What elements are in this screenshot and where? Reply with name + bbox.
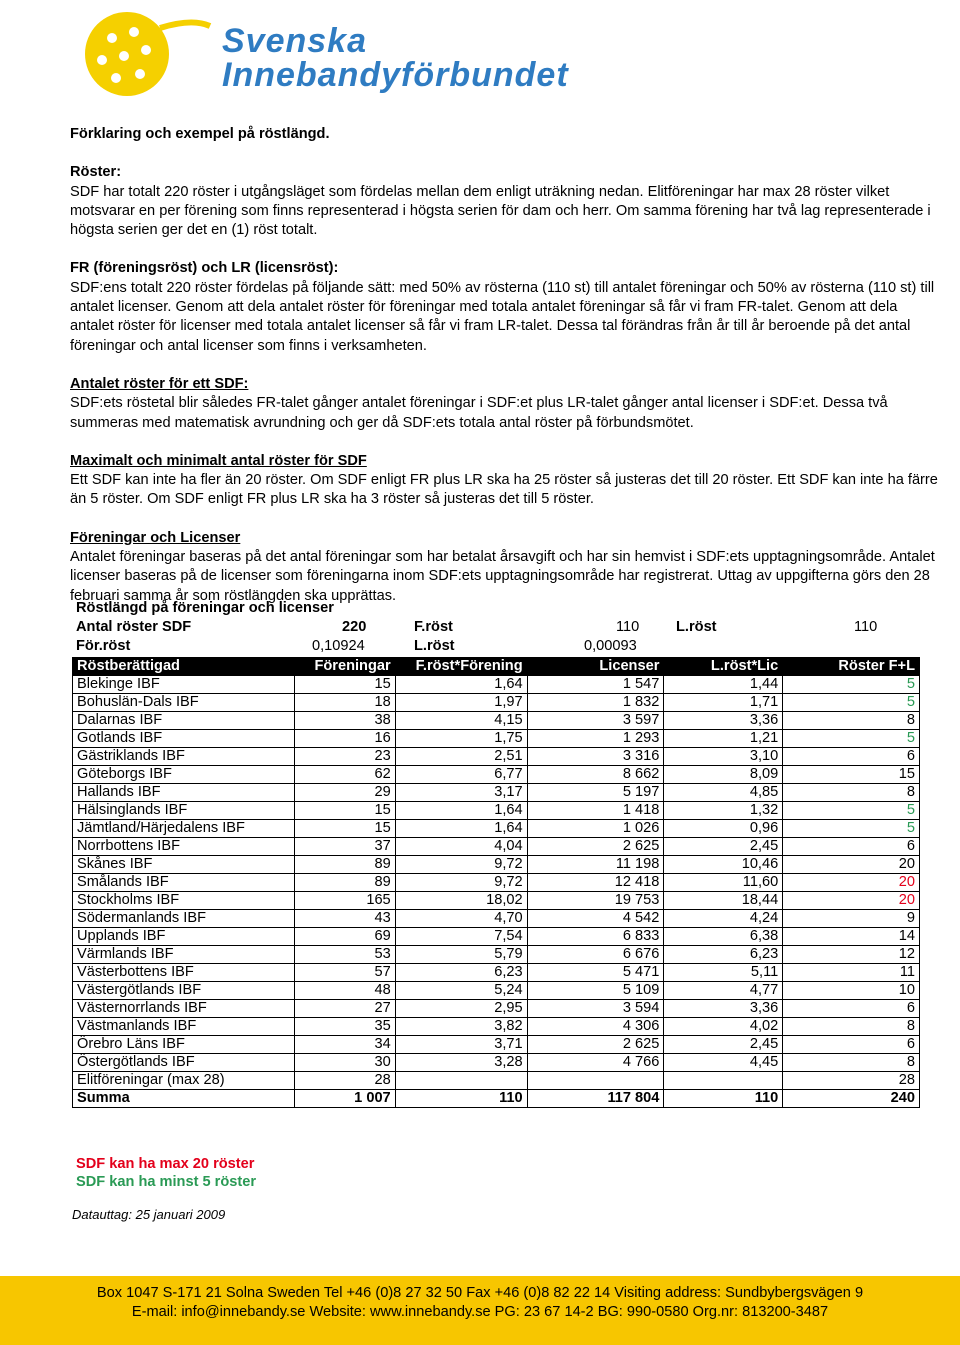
cell-name: Västerbottens IBF — [73, 964, 295, 982]
cell-roster: 8 — [783, 1054, 920, 1072]
logo-line-1: Svenska — [222, 22, 367, 60]
table-header — [73, 658, 920, 676]
rostlangd-table — [72, 657, 920, 1108]
cell-frost-forening: 2,51 — [395, 748, 527, 766]
cell-licenser: 11 198 — [527, 856, 664, 874]
table-row — [73, 676, 920, 694]
table-row — [73, 802, 920, 820]
col-header: Röster F+L — [783, 658, 920, 676]
col-header: Föreningar — [294, 658, 395, 676]
cell-foreningar: 29 — [294, 784, 395, 802]
cell-roster: 5 — [783, 730, 920, 748]
logo — [72, 8, 569, 100]
cell-roster: 5 — [783, 694, 920, 712]
cell-lrost-lic: 3,36 — [664, 1000, 783, 1018]
notes — [76, 1155, 256, 1191]
table-row — [73, 748, 920, 766]
page-title: Förklaring och exempel på röstlängd. — [70, 126, 330, 142]
cell-roster: 5 — [783, 676, 920, 694]
note-min: SDF kan ha minst 5 röster — [76, 1174, 257, 1190]
cell-roster: 6 — [783, 1036, 920, 1054]
table-row — [73, 730, 920, 748]
cell-licenser: 5 471 — [527, 964, 664, 982]
cell-frost-forening: 4,70 — [395, 910, 527, 928]
cell-foreningar: 28 — [294, 1072, 395, 1090]
cell-lrost-lic: 6,23 — [664, 946, 783, 964]
table-row — [73, 1000, 920, 1018]
document-body — [70, 125, 940, 606]
cell-licenser: 2 625 — [527, 838, 664, 856]
cell-licenser: 6 833 — [527, 928, 664, 946]
cell-licenser — [527, 1072, 664, 1090]
cell-lrost-lic: 4,85 — [664, 784, 783, 802]
cell-foreningar: 16 — [294, 730, 395, 748]
cell-lrost-lic: 5,11 — [664, 964, 783, 982]
cell-lrost-lic: 110 — [664, 1090, 783, 1108]
cell-name: Norrbottens IBF — [73, 838, 295, 856]
cell-frost-forening: 9,72 — [395, 874, 527, 892]
table-row — [73, 910, 920, 928]
cell-licenser: 1 832 — [527, 694, 664, 712]
fr-text: SDF:ens totalt 220 röster fördelas på följande sätt: med 50% av rösterna (110 st) till antalet föreningar och 50% av rösterna (110 st) till antalet licenser. Genom att dela antalet röster för föreningar med totala antalet föreningar så får vi fram FR-talet. Genom att dela antalet röster för licenser med totala antalet licenser så får vi fram LR-talet. Dessa tal förändras från år till år beroende på det antal föreningar och antal licenser som finns i verksamheten. — [70, 279, 935, 354]
cell-frost-forening: 3,17 — [395, 784, 527, 802]
cell-roster: 8 — [783, 1018, 920, 1036]
cell-frost-forening: 4,04 — [395, 838, 527, 856]
data-date: Datauttag: 25 januari 2009 — [72, 1207, 226, 1222]
cell-frost-forening: 2,95 — [395, 1000, 527, 1018]
table-row — [73, 946, 920, 964]
table-title: Röstlängd på föreningar och licenser — [76, 600, 334, 616]
cell-lrost-lic: 1,32 — [664, 802, 783, 820]
cell-name: Smålands IBF — [73, 874, 295, 892]
sum-row — [73, 1090, 920, 1108]
cell-lrost-lic: 8,09 — [664, 766, 783, 784]
cell-lrost-lic: 11,60 — [664, 874, 783, 892]
cell-name: Västergötlands IBF — [73, 982, 295, 1000]
table-row — [73, 766, 920, 784]
logo-line-2: Innebandyförbundet — [222, 56, 569, 94]
cell-roster: 14 — [783, 928, 920, 946]
cell-lrost-lic: 3,10 — [664, 748, 783, 766]
cell-name: Hälsinglands IBF — [73, 802, 295, 820]
cell-roster: 15 — [783, 766, 920, 784]
table-row — [73, 820, 920, 838]
cell-frost-forening: 110 — [395, 1090, 527, 1108]
cell-licenser: 2 625 — [527, 1036, 664, 1054]
cell-licenser: 5 109 — [527, 982, 664, 1000]
cell-lrost-lic: 4,45 — [664, 1054, 783, 1072]
cell-name: Bohuslän-Dals IBF — [73, 694, 295, 712]
cell-name: Elitföreningar (max 28) — [73, 1072, 295, 1090]
cell-foreningar: 62 — [294, 766, 395, 784]
cell-foreningar: 43 — [294, 910, 395, 928]
cell-foreningar: 57 — [294, 964, 395, 982]
footer — [0, 1276, 960, 1345]
cell-foreningar: 53 — [294, 946, 395, 964]
cell-licenser: 1 547 — [527, 676, 664, 694]
antal-label: Antal röster SDF — [76, 619, 192, 635]
table-row — [73, 712, 920, 730]
cell-roster: 20 — [783, 856, 920, 874]
cell-licenser: 12 418 — [527, 874, 664, 892]
cell-name: Summa — [73, 1090, 295, 1108]
cell-name: Södermanlands IBF — [73, 910, 295, 928]
cell-lrost-lic: 4,24 — [664, 910, 783, 928]
cell-lrost-lic: 4,77 — [664, 982, 783, 1000]
cell-licenser: 1 418 — [527, 802, 664, 820]
cell-roster: 6 — [783, 838, 920, 856]
footer-line-2: E-mail: info@innebandy.se Website: www.innebandy.se PG: 23 67 14-2 BG: 990-0580 Org.nr: 813200-3487 — [131, 1304, 829, 1320]
cell-name: Stockholms IBF — [73, 892, 295, 910]
cell-frost-forening: 5,24 — [395, 982, 527, 1000]
cell-name: Västmanlands IBF — [73, 1018, 295, 1036]
cell-frost-forening: 1,97 — [395, 694, 527, 712]
cell-lrost-lic: 6,38 — [664, 928, 783, 946]
table-row — [73, 784, 920, 802]
cell-name: Skånes IBF — [73, 856, 295, 874]
table-row — [73, 928, 920, 946]
cell-roster: 6 — [783, 1000, 920, 1018]
table-row — [73, 694, 920, 712]
table-row — [73, 964, 920, 982]
cell-licenser: 4 766 — [527, 1054, 664, 1072]
cell-roster: 11 — [783, 964, 920, 982]
cell-frost-forening: 1,64 — [395, 676, 527, 694]
cell-lrost-lic: 2,45 — [664, 838, 783, 856]
cell-lrost-lic: 3,36 — [664, 712, 783, 730]
table-row — [73, 1072, 920, 1090]
footer-line-1: Box 1047 S-171 21 Solna Sweden Tel +46 (0)8 27 32 50 Fax +46 (0)8 82 22 14 Visiting address: Sundbybergsvägen 9 — [96, 1285, 864, 1301]
cell-lrost-lic: 0,96 — [664, 820, 783, 838]
table-row — [73, 1054, 920, 1072]
table-row — [73, 892, 920, 910]
cell-roster: 240 — [783, 1090, 920, 1108]
rostlangd-section — [72, 600, 922, 1108]
lrost-value: 110 — [854, 619, 878, 635]
cell-roster: 8 — [783, 712, 920, 730]
cell-frost-forening: 3,82 — [395, 1018, 527, 1036]
cell-frost-forening — [395, 1072, 527, 1090]
table-row — [73, 1036, 920, 1054]
lrost2-value: 0,00093 — [584, 638, 637, 654]
note-max: SDF kan ha max 20 röster — [76, 1156, 255, 1172]
cell-roster: 20 — [783, 874, 920, 892]
cell-foreningar: 89 — [294, 856, 395, 874]
cell-name: Dalarnas IBF — [73, 712, 295, 730]
cell-frost-forening: 5,79 — [395, 946, 527, 964]
cell-foreningar: 15 — [294, 802, 395, 820]
meta-row-1 — [72, 619, 922, 638]
cell-name: Västernorrlands IBF — [73, 1000, 295, 1018]
table-row — [73, 982, 920, 1000]
max-heading: Maximalt och minimalt antal röster för SDF — [70, 452, 367, 469]
col-header: F.röst*Förening — [395, 658, 527, 676]
cell-roster: 12 — [783, 946, 920, 964]
col-header: L.röst*Lic — [664, 658, 783, 676]
cell-frost-forening: 3,71 — [395, 1036, 527, 1054]
lrost-label: L.röst — [676, 619, 717, 635]
cell-roster: 8 — [783, 784, 920, 802]
cell-roster: 9 — [783, 910, 920, 928]
cell-frost-forening: 7,54 — [395, 928, 527, 946]
cell-name: Jämtland/Härjedalens IBF — [73, 820, 295, 838]
floorball-logo-icon — [72, 8, 212, 100]
lrost2-label: L.röst — [414, 638, 455, 654]
cell-licenser: 4 542 — [527, 910, 664, 928]
table-row — [73, 856, 920, 874]
cell-foreningar: 15 — [294, 676, 395, 694]
forrost-value: 0,10924 — [312, 638, 365, 654]
cell-foreningar: 48 — [294, 982, 395, 1000]
cell-roster: 10 — [783, 982, 920, 1000]
meta-row-2 — [72, 638, 922, 657]
cell-frost-forening: 9,72 — [395, 856, 527, 874]
cell-frost-forening: 18,02 — [395, 892, 527, 910]
cell-licenser: 8 662 — [527, 766, 664, 784]
cell-lrost-lic: 1,21 — [664, 730, 783, 748]
antal-heading: Antalet röster för ett SDF: — [70, 375, 249, 392]
cell-lrost-lic: 1,71 — [664, 694, 783, 712]
cell-roster: 28 — [783, 1072, 920, 1090]
cell-name: Gotlands IBF — [73, 730, 295, 748]
cell-roster: 5 — [783, 820, 920, 838]
frost-label: F.röst — [414, 619, 453, 635]
cell-frost-forening: 1,64 — [395, 802, 527, 820]
cell-frost-forening: 6,77 — [395, 766, 527, 784]
cell-licenser: 3 594 — [527, 1000, 664, 1018]
cell-licenser: 3 316 — [527, 748, 664, 766]
cell-name: Hallands IBF — [73, 784, 295, 802]
cell-licenser: 5 197 — [527, 784, 664, 802]
cell-foreningar: 89 — [294, 874, 395, 892]
cell-licenser: 4 306 — [527, 1018, 664, 1036]
foren-text: Antalet föreningar baseras på det antal föreningar som har betalat årsavgift och har sin hemvist i SDF:ets upptagningsområde. Antalet licenser baseras på de licenser som föreningarna inom SDF:ets upptagningsområde har registrerat. Uttag av uppgifterna görs den 28 februari samma år som röstlängden ska upprättas. — [70, 549, 935, 604]
cell-foreningar: 69 — [294, 928, 395, 946]
fr-heading: FR (föreningsröst) och LR (licensröst): — [70, 260, 339, 277]
cell-foreningar: 23 — [294, 748, 395, 766]
cell-name: Gästriklands IBF — [73, 748, 295, 766]
cell-name: Blekinge IBF — [73, 676, 295, 694]
cell-lrost-lic: 10,46 — [664, 856, 783, 874]
cell-frost-forening: 4,15 — [395, 712, 527, 730]
table-row — [73, 874, 920, 892]
cell-name: Upplands IBF — [73, 928, 295, 946]
cell-foreningar: 1 007 — [294, 1090, 395, 1108]
cell-lrost-lic: 2,45 — [664, 1036, 783, 1054]
cell-foreningar: 15 — [294, 820, 395, 838]
cell-foreningar: 37 — [294, 838, 395, 856]
cell-lrost-lic: 4,02 — [664, 1018, 783, 1036]
max-text: Ett SDF kan inte ha fler än 20 röster. Om SDF enligt FR plus LR ska ha 25 röster så justeras det till 20 röster. Ett SDF kan inte ha färre än 5 röster. Om SDF enligt FR plus LR ska ha 3 röster så justeras det till 5 röster. — [70, 472, 938, 508]
cell-name: Värmlands IBF — [73, 946, 295, 964]
cell-licenser: 1 293 — [527, 730, 664, 748]
cell-licenser: 117 804 — [527, 1090, 664, 1108]
cell-frost-forening: 3,28 — [395, 1054, 527, 1072]
cell-foreningar: 30 — [294, 1054, 395, 1072]
frost-value: 110 — [616, 619, 640, 635]
cell-name: Göteborgs IBF — [73, 766, 295, 784]
cell-licenser: 3 597 — [527, 712, 664, 730]
cell-foreningar: 27 — [294, 1000, 395, 1018]
cell-foreningar: 34 — [294, 1036, 395, 1054]
cell-foreningar: 165 — [294, 892, 395, 910]
antal-value: 220 — [342, 619, 367, 635]
roster-heading: Röster: — [70, 164, 122, 181]
foren-heading: Föreningar och Licenser — [70, 529, 241, 546]
forrost-label: För.röst — [76, 638, 131, 654]
cell-lrost-lic — [664, 1072, 783, 1090]
cell-foreningar: 18 — [294, 694, 395, 712]
col-header: Röstberättigad — [73, 658, 295, 676]
cell-licenser: 19 753 — [527, 892, 664, 910]
cell-name: Örebro Läns IBF — [73, 1036, 295, 1054]
cell-frost-forening: 1,64 — [395, 820, 527, 838]
table-row — [73, 838, 920, 856]
cell-lrost-lic: 18,44 — [664, 892, 783, 910]
antal-text: SDF:ets röstetal blir således FR-talet gånger antalet föreningar i SDF:et plus LR-talet gånger antal licenser i SDF:et. Dessa två summeras med matematisk avrundning och ger då SDF:ets totala antal röster på förbundsmötet. — [70, 395, 888, 431]
roster-text: SDF har totalt 220 röster i utgångsläget som fördelas mellan dem enligt uträkning nedan. Elitföreningar har max 28 röster vilket motsvarar en per förening som finns representerad i högsta serien för dam och herr. Om samma förening har två lag representerade i högsta serien ger det en (1) röst totalt. — [70, 183, 931, 239]
cell-name: Östergötlands IBF — [73, 1054, 295, 1072]
cell-lrost-lic: 1,44 — [664, 676, 783, 694]
cell-roster: 6 — [783, 748, 920, 766]
cell-roster: 20 — [783, 892, 920, 910]
cell-frost-forening: 6,23 — [395, 964, 527, 982]
cell-foreningar: 35 — [294, 1018, 395, 1036]
col-header: Licenser — [527, 658, 664, 676]
cell-roster: 5 — [783, 802, 920, 820]
table-row — [73, 1018, 920, 1036]
cell-frost-forening: 1,75 — [395, 730, 527, 748]
cell-licenser: 6 676 — [527, 946, 664, 964]
cell-licenser: 1 026 — [527, 820, 664, 838]
table-body — [73, 676, 920, 1108]
cell-foreningar: 38 — [294, 712, 395, 730]
